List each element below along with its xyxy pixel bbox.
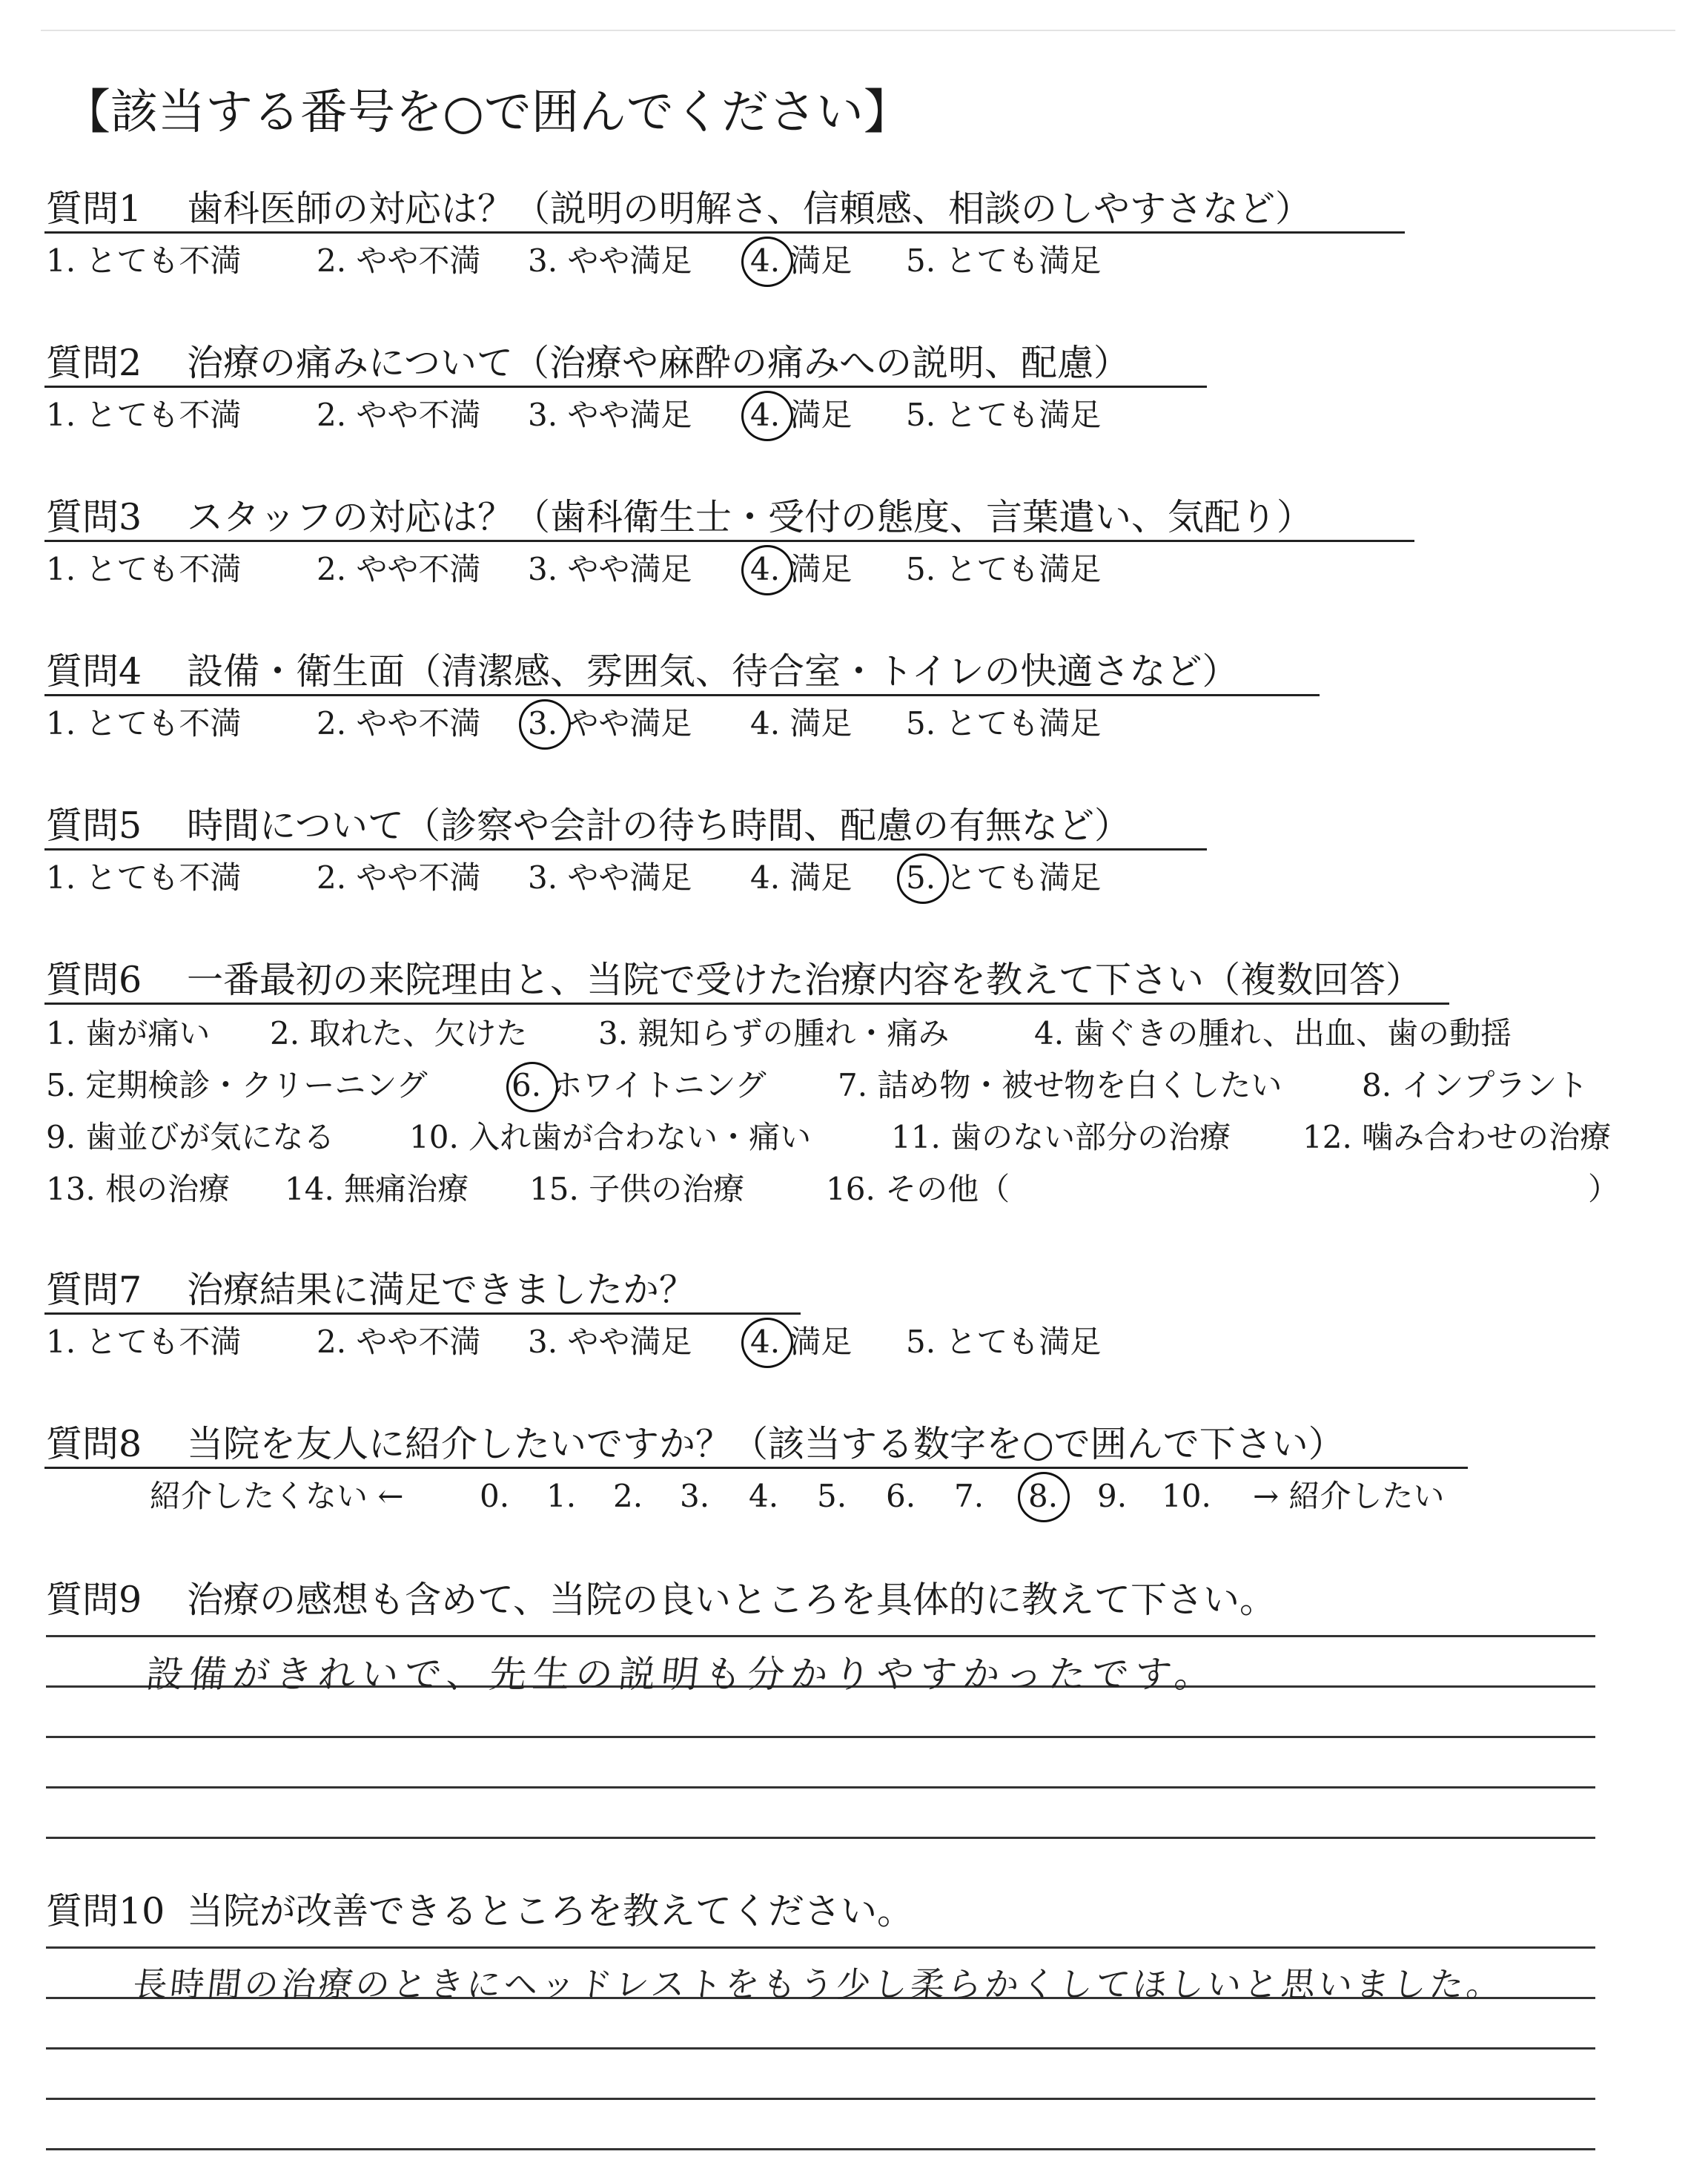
- q6-option: 13. 根の治療: [46, 1171, 231, 1207]
- q9-handwritten-answer: 設備がきれいで、先生の説明も分かりやすかったです。: [144, 1653, 1220, 1696]
- q6-option: 14. 無痛治療: [285, 1171, 469, 1207]
- scale-option-3: 3. やや満足: [528, 1324, 692, 1360]
- question-4-number: 質問4: [46, 650, 142, 693]
- q6-option: 9. 歯並びが気になる: [46, 1119, 335, 1155]
- question-2-text: 治療の痛みについて（治療や麻酔の痛みへの説明、配慮）: [187, 342, 1131, 384]
- q6-option: 5. 定期検診・クリーニング: [46, 1067, 428, 1103]
- question-4-text: 設備・衛生面（清潔感、雰囲気、待合室・トイレの快適さなど）: [187, 650, 1239, 693]
- scale-option-2: 2. やや不満: [317, 242, 481, 279]
- question-3-number: 質問3: [46, 496, 142, 538]
- q8-number-1: 1.: [546, 1478, 577, 1514]
- question-8-number: 質問8: [46, 1423, 142, 1465]
- scale-option-1: 1. とても不満: [46, 859, 242, 896]
- scale-option-3: 3. やや満足: [528, 705, 692, 742]
- question-8-underline: [44, 1467, 1468, 1469]
- question-1: [46, 187, 1311, 231]
- scale-option-5: 5. とても満足: [906, 551, 1102, 587]
- question-3-text: スタッフの対応は？（歯科衛生士・受付の態度、言葉遣い、気配り）: [187, 496, 1314, 538]
- q6-option: 11. 歯のない部分の治療: [891, 1119, 1231, 1155]
- q8-number-0: 0.: [480, 1478, 510, 1514]
- scale-option-2: 2. やや不満: [317, 397, 481, 433]
- question-4: [46, 650, 1239, 694]
- q8-number-4: 4.: [749, 1478, 779, 1514]
- scale-option-1: 1. とても不満: [46, 705, 242, 742]
- scale-option-5: 5. とても満足: [906, 705, 1102, 742]
- question-2-number: 質問2: [46, 342, 142, 384]
- question-10-number: 質問10: [46, 1890, 165, 1932]
- scale-option-3: 3. やや満足: [528, 397, 692, 433]
- question-7-text: 治療結果に満足できましたか？: [187, 1269, 696, 1311]
- q6-option: 4. 歯ぐきの腫れ、出血、歯の動揺: [1034, 1015, 1512, 1051]
- q10-handwritten-answer: 長時間の治療のときにヘッドレストをもう少し柔らかくしてほしいと思いました。: [130, 1964, 1506, 2004]
- scale-option-3: 3. やや満足: [528, 551, 692, 587]
- scale-option-4: 4. 満足: [750, 859, 853, 896]
- q6-option: 2. 取れた、欠けた: [270, 1015, 528, 1051]
- scan-top-edge: [41, 30, 1675, 31]
- question-5-underline: [44, 848, 1207, 851]
- q8-left-label: 紹介したくない ←: [150, 1478, 404, 1514]
- q6-option: 8. インプラント: [1362, 1067, 1589, 1103]
- question-1-text: 歯科医師の対応は？（説明の明解さ、信頼感、相談のしやすさなど）: [187, 188, 1312, 230]
- answer-line: [46, 1837, 1595, 1839]
- q8-number-2: 2.: [613, 1478, 643, 1514]
- scale-option-4: 4. 満足: [750, 397, 853, 433]
- answer-line: [46, 1946, 1595, 1949]
- question-8: [46, 1422, 1345, 1467]
- answer-line: [46, 1736, 1595, 1738]
- question-3: [46, 495, 1313, 540]
- q8-number-10: 10.: [1162, 1478, 1211, 1514]
- scale-option-2: 2. やや不満: [317, 551, 481, 587]
- answer-line: [46, 2098, 1595, 2100]
- q8-number-5: 5.: [817, 1478, 847, 1514]
- q6-option: 1. 歯が痛い: [46, 1015, 211, 1051]
- q8-number-7: 7.: [954, 1478, 984, 1514]
- q8-number-9: 9.: [1097, 1478, 1128, 1514]
- scale-option-5: 5. とても満足: [906, 859, 1102, 896]
- answer-line: [46, 1635, 1595, 1637]
- scale-option-1: 1. とても不満: [46, 551, 242, 587]
- question-8-text: 当院を友人に紹介したいですか？（該当する数字を○で囲んで下さい）: [187, 1423, 1345, 1465]
- question-10-text: 当院が改善できるところを教えてください。: [187, 1890, 914, 1932]
- question-6-number: 質問6: [46, 959, 142, 1001]
- question-5-number: 質問5: [46, 805, 142, 847]
- q6-option: 10. 入れ歯が合わない・痛い: [409, 1119, 812, 1155]
- question-7-underline: [44, 1312, 801, 1315]
- q6-option: 3. 親知らずの腫れ・痛み: [598, 1015, 950, 1051]
- question-6: [46, 958, 1422, 1003]
- q8-number-8: 8.: [1028, 1478, 1059, 1514]
- scale-option-4: 4. 満足: [750, 1324, 853, 1360]
- q6-other-close-paren: ）: [1588, 1171, 1620, 1207]
- question-9-text: 治療の感想も含めて、当院の良いところを具体的に教えて下さい。: [187, 1579, 1277, 1621]
- q6-option: 7. 詰め物・被せ物を白くしたい: [838, 1067, 1282, 1103]
- question-7: [46, 1268, 695, 1312]
- scale-option-3: 3. やや満足: [528, 242, 692, 279]
- scale-option-5: 5. とても満足: [906, 242, 1102, 279]
- scale-option-4: 4. 満足: [750, 551, 853, 587]
- instruction-header: 【該当する番号を○で囲んでください】: [63, 85, 911, 140]
- scale-option-5: 5. とても満足: [906, 397, 1102, 433]
- question-2-underline: [44, 386, 1207, 388]
- scale-option-1: 1. とても不満: [46, 242, 242, 279]
- question-2: [46, 341, 1130, 386]
- scale-option-1: 1. とても不満: [46, 397, 242, 433]
- scale-option-2: 2. やや不満: [317, 1324, 481, 1360]
- q6-option: 6. ホワイトニング: [512, 1067, 767, 1103]
- scale-option-3: 3. やや満足: [528, 859, 692, 896]
- question-6-underline: [44, 1003, 1449, 1005]
- question-5-text: 時間について（診察や会計の待ち時間、配慮の有無など）: [187, 805, 1131, 847]
- question-4-underline: [44, 694, 1320, 696]
- answer-line: [46, 2148, 1595, 2150]
- scale-option-2: 2. やや不満: [317, 705, 481, 742]
- scale-option-2: 2. やや不満: [317, 859, 481, 896]
- q6-option: 15. 子供の治療: [529, 1171, 745, 1207]
- question-5: [46, 804, 1131, 848]
- question-7-number: 質問7: [46, 1269, 142, 1311]
- question-9-number: 質問9: [46, 1579, 142, 1621]
- scale-option-4: 4. 満足: [750, 242, 853, 279]
- question-1-underline: [44, 231, 1405, 234]
- scale-option-1: 1. とても不満: [46, 1324, 242, 1360]
- q8-right-label: → 紹介したい: [1253, 1478, 1445, 1514]
- scale-option-4: 4. 満足: [750, 705, 853, 742]
- question-9: [46, 1578, 1276, 1622]
- q6-option: 16. その他（: [826, 1171, 1010, 1207]
- question-6-text: 一番最初の来院理由と、当院で受けた治療内容を教えて下さい（複数回答）: [187, 959, 1423, 1001]
- scale-option-5: 5. とても満足: [906, 1324, 1102, 1360]
- q6-option: 12. 噛み合わせの治療: [1302, 1119, 1612, 1155]
- q8-number-3: 3.: [680, 1478, 710, 1514]
- answer-line: [46, 1786, 1595, 1789]
- question-1-number: 質問1: [46, 188, 142, 230]
- question-10: [46, 1889, 913, 1934]
- question-3-underline: [44, 540, 1414, 542]
- q8-number-6: 6.: [886, 1478, 916, 1514]
- answer-line: [46, 2047, 1595, 2050]
